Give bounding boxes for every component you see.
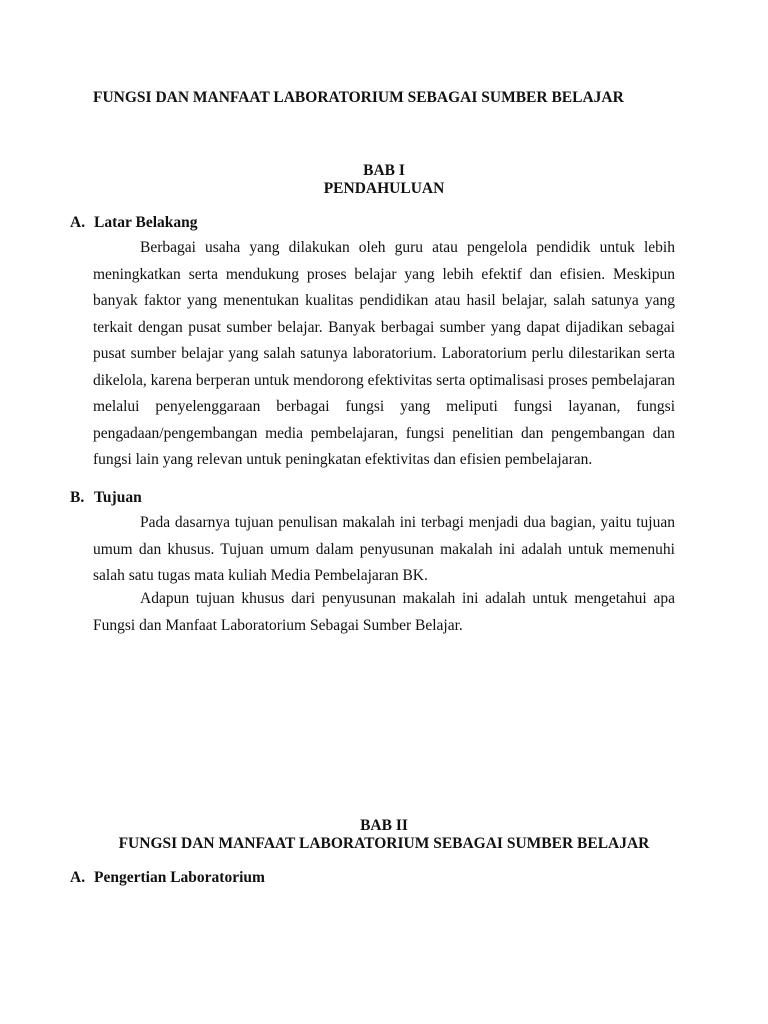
section-title: Tujuan	[94, 489, 142, 506]
chapter-2-heading	[0, 817, 768, 853]
chapter-1-title: PENDAHULUAN	[323, 180, 445, 197]
section-title: Pengertian Laboratorium	[94, 869, 265, 886]
section-title: Latar Belakang	[94, 214, 198, 231]
section-marker: A.	[70, 869, 86, 886]
paragraph-tujuan-umum: Pada dasarnya tujuan penulisan makalah ini terbagi menjadi dua bagian, yaitu tujuan umum dan khusus. Tujuan umum dalam penyusunan makalah ini adalah untuk memenuhi salah satu tugas mata kuliah Media Pembelajaran BK.	[93, 514, 675, 584]
section-marker: A.	[70, 214, 86, 231]
chapter-1-number: BAB I	[363, 162, 405, 179]
paragraph-latar-belakang: Berbagai usaha yang dilakukan oleh guru atau pengelola pendidik untuk lebih meningkatkan serta mendukung proses belajar yang lebih efektif dan efisien. Meskipun banyak faktor yang menentukan kualitas pendidikan atau hasil belajar, salah satunya yang terkait dengan pusat sumber belajar. Banyak berbagai sumber yang dapat dijadikan sebagai pusat sumber belajar yang salah satunya laboratorium. Laboratorium perlu dilestarikan serta dikelola, karena berperan untuk mendorong efektivitas serta optimalisasi proses pembelajaran melalui penyelenggaraan berbagai fungsi yang meliputi fungsi layanan, fungsi pengadaan/pengembangan media pembelajaran, fungsi penelitian dan pengembangan dan fungsi lain yang relevan untuk peningkatan efektivitas dan efisien pembelajaran.	[93, 239, 675, 468]
section-tujuan-heading	[70, 489, 142, 507]
section-latar-belakang-heading	[70, 214, 198, 232]
chapter-1-heading	[0, 162, 768, 198]
chapter-2-title: FUNGSI DAN MANFAAT LABORATORIUM SEBAGAI SUMBER BELAJAR	[118, 835, 650, 852]
section-marker: B.	[70, 489, 85, 506]
document-title: FUNGSI DAN MANFAAT LABORATORIUM SEBAGAI SUMBER BELAJAR	[93, 89, 624, 106]
chapter-2-number: BAB II	[360, 817, 408, 834]
section-pengertian-laboratorium-heading	[70, 869, 265, 887]
paragraph-tujuan-khusus: Adapun tujuan khusus dari penyusunan makalah ini adalah untuk mengetahui apa Fungsi dan Manfaat Laboratorium Sebagai Sumber Belajar.	[93, 590, 675, 634]
